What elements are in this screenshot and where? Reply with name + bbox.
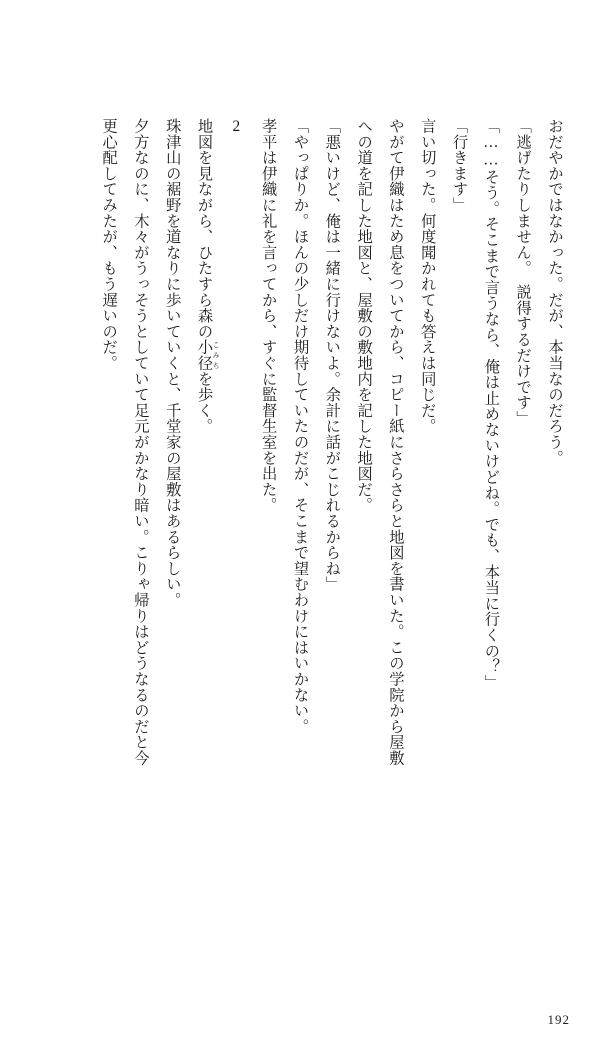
paragraph: 夕方なのに、木々がうっそうとしていて足元がかなり暗い。こりゃ帰りはどうなるのだと今 xyxy=(131,118,149,766)
paragraph: 「やっぱりか。ほんの少しだけ期待していたのだが、そこまで望むわけにはいかない。 xyxy=(291,118,309,735)
paragraph: への道を記した地図と、屋敷の敷地内を記した地図だ。 xyxy=(355,118,373,513)
paragraph: 孝平は伊織に礼を言ってから、すぐに監督生室を出た。 xyxy=(259,118,277,513)
ruby-text-pre: 地図を見ながら、ひたすら森の xyxy=(195,118,213,340)
paragraph: おだやかではなかった。だが、本当なのだろう。 xyxy=(546,118,563,466)
paragraph: 言い切った。何度聞かれても答えは同じだ。 xyxy=(418,118,436,434)
paragraph: 「……そう。そこまで言うなら、俺は止めないけどね。でも、本当に行くの？」 xyxy=(482,118,500,691)
ruby-base: 小径 xyxy=(195,339,213,371)
paragraph-with-ruby xyxy=(188,118,220,990)
paragraph: やがて伊織はため息をついてから、コピー紙にさらさらと地図を書いた。この学院から屋敷 xyxy=(386,118,404,766)
paragraph: 「行きます」 xyxy=(450,118,468,213)
paragraph: 珠津山の裾野を道なりに歩いていくと、千堂家の屋敷はあるらしい。 xyxy=(163,118,181,608)
ruby-text-post: を歩く。 xyxy=(195,370,213,435)
page-number: 192 xyxy=(547,1012,570,1027)
paragraph: 「悪いけど、俺は一緒に行けないよ。余計に話がこじれるからね」 xyxy=(323,118,341,592)
paragraph: 「逃げたりしません。 説得するだけです」 xyxy=(514,118,532,427)
novel-body-text xyxy=(48,118,570,990)
section-number: 2 xyxy=(227,118,245,135)
ruby-reading: こみち xyxy=(212,339,221,371)
ruby-annotation xyxy=(195,339,221,371)
paragraph: 更心配してみたが、もう遅いのだ。 xyxy=(100,118,118,371)
